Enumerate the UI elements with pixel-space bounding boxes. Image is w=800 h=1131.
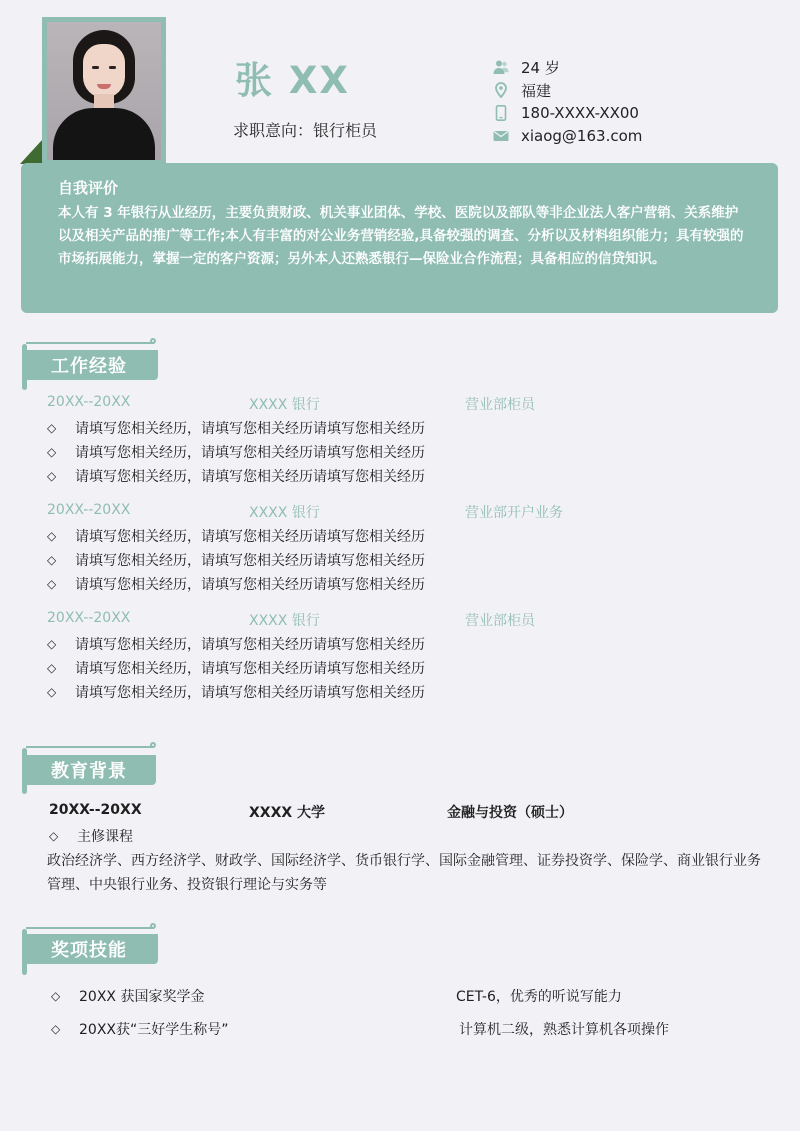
award-item: ◇ 20XX获“三好学生称号” bbox=[51, 1022, 229, 1038]
job-objective: 求职意向：银行柜员 bbox=[233, 121, 378, 140]
info-age: 24 岁 bbox=[493, 56, 560, 78]
job-header bbox=[47, 502, 747, 522]
user-icon bbox=[493, 59, 509, 75]
courses-list: 政治经济学、西方经济学、财政学、国际经济学、货币银行学、国际金融管理、证券投资学、保险学、商业银行业务管理、中央银行业务、投资银行理论与实务等 bbox=[47, 853, 761, 893]
profile-photo-frame bbox=[42, 17, 166, 165]
education-period: 20XX--20XX bbox=[49, 802, 142, 818]
job-company: XXXX 银行 bbox=[249, 505, 320, 521]
self-evaluation-title: 自我评价 bbox=[58, 179, 119, 197]
location-icon bbox=[493, 82, 509, 98]
diamond-bullet-icon: ◇ bbox=[47, 445, 57, 459]
education-major: 金融与投资（硕士） bbox=[447, 805, 573, 821]
education-school: XXXX 大学 bbox=[249, 805, 326, 821]
job-role: 营业部开户业务 bbox=[465, 505, 563, 521]
job-period: 20XX--20XX bbox=[47, 394, 131, 410]
list-item: ◇ 请填写您相关经历，请填写您相关经历请填写您相关经历 bbox=[47, 577, 425, 593]
job-role: 营业部柜员 bbox=[465, 613, 535, 629]
list-item: ◇ 请填写您相关经历，请填写您相关经历请填写您相关经历 bbox=[47, 421, 425, 437]
phone-icon bbox=[493, 105, 509, 121]
list-item: ◇ 请填写您相关经历，请填写您相关经历请填写您相关经历 bbox=[47, 553, 425, 569]
profile-photo bbox=[47, 22, 161, 160]
diamond-bullet-icon: ◇ bbox=[47, 577, 57, 591]
diamond-bullet-icon: ◇ bbox=[47, 469, 57, 483]
section-title-awards: 奖项技能 bbox=[27, 934, 158, 964]
email-icon bbox=[493, 128, 509, 144]
list-item: ◇ 请填写您相关经历，请填写您相关经历请填写您相关经历 bbox=[47, 469, 425, 485]
job-company: XXXX 银行 bbox=[249, 397, 320, 413]
job-period: 20XX--20XX bbox=[47, 502, 131, 518]
award-item: ◇ 20XX 获国家奖学金 bbox=[51, 989, 205, 1005]
list-item: ◇ 请填写您相关经历，请填写您相关经历请填写您相关经历 bbox=[47, 661, 425, 677]
job-header bbox=[47, 394, 747, 414]
list-item: ◇ 请填写您相关经历，请填写您相关经历请填写您相关经历 bbox=[47, 445, 425, 461]
diamond-bullet-icon: ◇ bbox=[47, 637, 57, 651]
section-line bbox=[26, 927, 154, 929]
section-curl bbox=[150, 742, 156, 748]
job-header bbox=[47, 610, 747, 630]
list-item: ◇ 请填写您相关经历，请填写您相关经历请填写您相关经历 bbox=[47, 529, 425, 545]
section-title-education: 教育背景 bbox=[27, 755, 156, 785]
self-evaluation-box bbox=[21, 163, 778, 313]
job-role: 营业部柜员 bbox=[465, 397, 535, 413]
list-item: ◇ 请填写您相关经历，请填写您相关经历请填写您相关经历 bbox=[47, 685, 425, 701]
list-item: ◇ 请填写您相关经历，请填写您相关经历请填写您相关经历 bbox=[47, 637, 425, 653]
section-curl bbox=[150, 338, 156, 344]
courses-label: ◇ 主修课程 bbox=[49, 829, 133, 845]
section-title-work: 工作经验 bbox=[27, 350, 158, 380]
skill-item: CET-6，优秀的听说写能力 bbox=[456, 989, 622, 1005]
candidate-name: 张 XX bbox=[235, 59, 350, 102]
diamond-bullet-icon: ◇ bbox=[47, 529, 57, 543]
job-period: 20XX--20XX bbox=[47, 610, 131, 626]
diamond-bullet-icon: ◇ bbox=[47, 553, 57, 567]
diamond-bullet-icon: ◇ bbox=[49, 829, 59, 843]
section-line bbox=[26, 746, 154, 748]
diamond-bullet-icon: ◇ bbox=[47, 661, 57, 675]
diamond-bullet-icon: ◇ bbox=[51, 1022, 61, 1036]
diamond-bullet-icon: ◇ bbox=[47, 685, 57, 699]
info-location: 福建 bbox=[493, 79, 551, 101]
job-company: XXXX 银行 bbox=[249, 613, 320, 629]
info-email: xiaog@163.com bbox=[493, 125, 642, 147]
info-phone: 180-XXXX-XX00 bbox=[493, 102, 639, 124]
self-evaluation-text: 本人有 3 年银行从业经历，主要负责财政、机关事业团体、学校、医院以及部队等非企业法人客户营销、关系维护以及相关产品的推广等工作;本人有丰富的对公业务营销经验,具备较强的调查、分析以及材料组织能力；具有较强的市场拓展能力，掌握一定的客户资源；另外本人还熟悉银行—保险业合作流程；具备相应的信贷知识。 bbox=[58, 205, 744, 267]
section-line bbox=[26, 342, 154, 344]
section-curl bbox=[150, 923, 156, 929]
photo-corner-fold bbox=[20, 140, 42, 164]
diamond-bullet-icon: ◇ bbox=[51, 989, 61, 1003]
skill-item: 计算机二级，熟悉计算机各项操作 bbox=[459, 1022, 669, 1038]
diamond-bullet-icon: ◇ bbox=[47, 421, 57, 435]
